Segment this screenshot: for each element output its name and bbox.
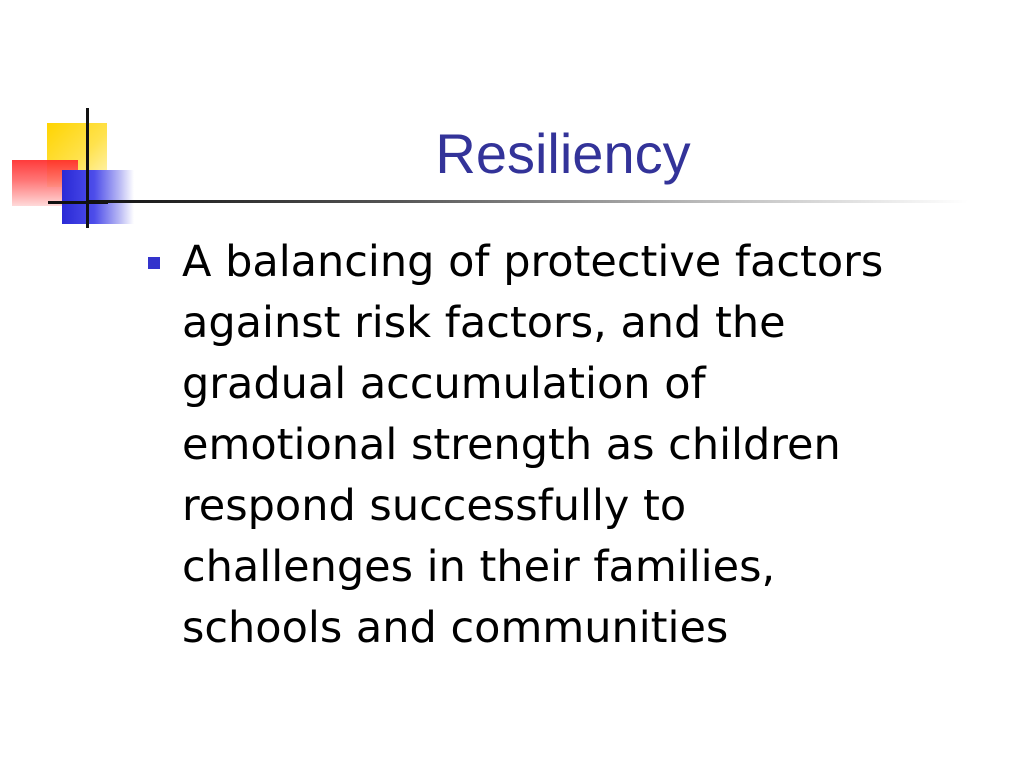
title-underline-rule <box>88 200 968 203</box>
blue-square-decoration <box>62 170 134 224</box>
vertical-line-decoration <box>86 108 89 228</box>
bullet-text: A balancing of protective factors against risk factors, and the gradual accumulation of emotional strength as children respond successfully to challenges in their families, schools and communities <box>182 237 884 653</box>
decorative-logo <box>0 0 160 240</box>
slide-body <box>140 232 1010 659</box>
bullet-item <box>140 232 1010 659</box>
slide-title: Resiliency <box>435 122 691 185</box>
square-bullet-icon <box>148 257 160 269</box>
